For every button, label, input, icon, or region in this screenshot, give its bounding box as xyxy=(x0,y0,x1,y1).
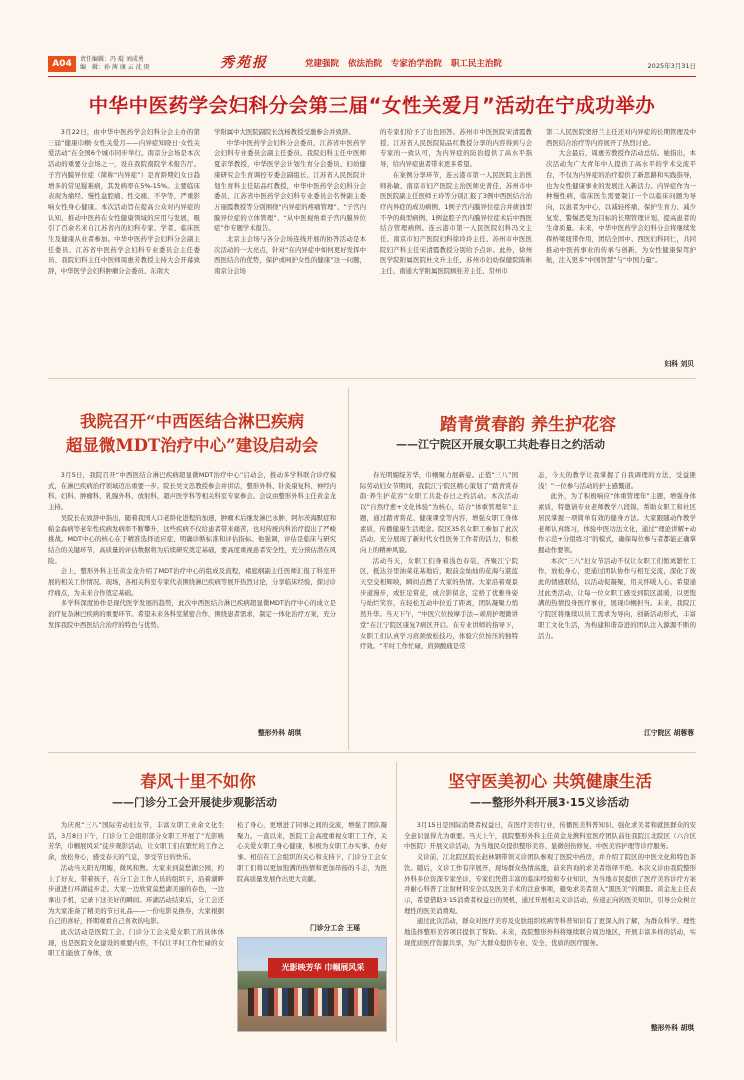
newspaper-logo: 秀苑报 xyxy=(220,55,268,71)
paragraph: 的专家们给予了出色回答。苏州市中医医院宋清霞教授、江苏省人民医院陆品红教授分享的内容得到与会专家的一致认可，为内异症的防治提供了高水平指导，给内异症患者带来更多希望。 xyxy=(380,128,532,169)
event-photo xyxy=(237,937,387,1032)
article-body xyxy=(404,820,696,1016)
photo-group xyxy=(248,988,378,1016)
article-title: 坚守医美初心 共筑健康生活 xyxy=(448,772,652,791)
lead-column-1 xyxy=(48,127,200,350)
paragraph: 3月15日是国际消费者权益日，在医疗美容行业，传播医美科普知识、强化求美者和就医群众的安全意识显得尤为重要。当天上午，我院整形外科主任黄金龙携科室医疗团队前往我院江北院区（六合区中医院）开展义诊活动，为当地民众提供整形美容、显微创伤修复、中医美容护理等诊疗服务。 xyxy=(404,821,696,851)
paragraph: 多学科深度协作是现代医学发展的趋势，此次中西医结合淋巴疾病超显微MDT治疗中心的成立是治疗复杂淋巴疾病的重要环节。希望未来各科室紧密合作，围绕患者需求，制定一体化治疗方案，充分发挥我院中西医结合治疗的特色与优势。 xyxy=(48,599,336,629)
paragraph: 态，今天的教学让我掌握了自我调理的方法，受益匪浅！”一位参与活动的护士感慨道。 xyxy=(538,471,696,490)
editor-credits xyxy=(80,56,190,72)
paragraph: 春光明媚绽芳华，巾帼聚力展新姿。正值“三八”国际劳动妇女节期间，我院江宁院区精心策划了“踏青赏春韵·养生护花容”女职工共赴春日之约活动。本次活动以“自然疗愈+文化体验”为核心，结合“体重管理年”主题，通过踏青赏花、健康课堂等内容，增强女职工身体素质，传播健康生活理念。院区35名女职工参加了此次活动，充分展现了新时代女性医务工作者的活力，积极向上的精神风貌。 xyxy=(360,471,518,554)
article-column-1 xyxy=(48,820,224,1038)
article-signature: 门诊分工会 王瑶 xyxy=(310,924,360,932)
section-divider xyxy=(48,752,696,753)
article-subtitle: ——江宁院区开展女职工共赴春日之约活动 xyxy=(396,438,605,451)
paragraph: 会上，整形外科主任黄金龙介绍了MDT治疗中心的组成及流程，褚庭纲副主任医师汇报了科室开展的相关工作情况。现场，各相关科室专家代表围绕淋巴疾病等展开热烈讨论，分享临床经验，探讨诊疗痛点，为未来合作奠定基础。 xyxy=(48,567,336,597)
paragraph: 此次活动是医院工会、门诊分工会关爱女职工的具体体现，也是医院文化建设的重要内容，不仅让平时工作忙碌的女职工们能放了身体，放 xyxy=(48,928,224,958)
article-body xyxy=(48,470,336,714)
paragraph: 活动当天，女职工们身着浅色春装，齐聚江宁院区，抵达谷里油菜花基地后，眼前金灿灿的花海与湛蓝天空交相辉映，瞬间点燃了大家的热情。大家沿着观景步道漫步，或驻足赏花，或合影留念，定格了优雅身姿与灿烂笑容，在轻松互动中拉近了距离，团队凝聚力悄然升华。当天下午，“中医穴位按摩手法—顽肩护理微讲堂”在江宁院区康复7病区开启。在专业讲师的指导下，女职工们认真学习肩颈放松技巧，体验穴位按压的独特疗效。“平时工作忙碌，肩颈酸痛是常 xyxy=(360,556,518,651)
paragraph: 吴院长在致辞中指出，随着我国人口老龄化进程的加速，肿瘤术后继发淋巴水肿、阿尔茨海默症和帕金森病等老年性疾病发病率不断攀升，这些疾病不仅给患者带来痛苦，也对传统内科治疗提出了严峻挑战。MDT中心的核心在于精准选择适应症、明确诊断标准和评估指标。他强调，评估是临床与研究结合的关键环节，高质量的评估数据将为后续研究奠定基础，要高度重视患者安全性，充分预估潜在风险。 xyxy=(48,513,336,565)
article-title-line: 超显微MDT治疗中心”建设启动会 xyxy=(65,436,319,455)
masthead-divider xyxy=(48,76,696,77)
lead-signature: 妇科 刘贝 xyxy=(664,360,694,368)
paragraph: 为庆祝“三八”国际劳动妇女节，丰富女职工业余文化生活，3月8日下午，门诊分工会组织部分女职工开展了“光影映芳华，巾帼展风采”徒步观影活动，让女职工们在繁忙的工作之余，放松身心，感受春天的气息，享受节日的快乐。 xyxy=(48,821,224,862)
article-subtitle: ——门诊分工会开展徒步观影活动 xyxy=(112,796,277,809)
article-signature: 整形外科 胡琪 xyxy=(650,1024,694,1032)
article-subtitle: ——整形外科开展3·15义诊活动 xyxy=(470,796,630,809)
article-title: 踏青赏春韵 养生护花容 xyxy=(440,415,616,435)
column-divider xyxy=(396,762,397,1042)
article-column-2 xyxy=(538,470,696,720)
paragraph: 此外，为了积极响应“体重管理年”主题，增强身体素质，特邀请专业老师教学八段锦，帮助女职工和社区居民掌握一项简单有效的健身方法。大家跟随动作教学老师认真练习，体验中医功法文化，通过“理论讲解+动作示范+分组练习”的模式，确保每位参与者都能正确掌握动作要领。 xyxy=(538,492,696,554)
paragraph: 中华中医药学会妇科分会委员、江苏省中医药学会妇科专业委员会副主任委员、我院妇科主任中医师夏亲华教授，中华医学会计划生育分会委员、妇幼健康研究会生育调控专委会副组长、江苏省人民医院计划生育科主任陆品红教授，中华中医药学会妇科分会委员、江苏省中医药学会妇科专业委员会名誉副主委万丽霞教授等分别围绕“内异症的疼痛管理”、“子宫内膜异位症的立体管理”、“从中医视角看子宫内膜异位症”作专题学术报告。 xyxy=(214,138,366,233)
paragraph: 通过此次活动，群众对医疗美容及皮肤组织疾病等科普知识有了更深入的了解，为群众科学、理性地选择整形美容项目提供了帮助。未来，我院整形外科将继续联合周边地区，开展丰富多样的活动，实现优质医疗资源共享，为广大群众提供专业、安全、优质的医疗服务。 xyxy=(404,917,696,947)
article-signature: 江宁院区 胡蓉蓉 xyxy=(644,729,694,737)
masthead-slogans: 党建强院 依法治院 专家治学治院 职工民主治院 xyxy=(305,59,502,69)
column-divider xyxy=(348,388,349,750)
editor-line: 责任编辑：冯 琨 刘成勇 xyxy=(80,56,144,63)
paragraph: 3月5日，我院召开“中西医结合淋巴疾病超显微MDT治疗中心”启动会，推动多学科联合诊疗模式，在淋巴疾病治疗领域迈出重要一步。院长吴文忠教授参会并讲话，整形外科、针灸康复科、神经内科、妇科、肿瘤科、乳腺外科、放射科、超声医学科等相关科室专家参会。会议由整形外科主任黄金龙主持。 xyxy=(48,471,336,512)
paragraph: 本次“三八”妇女节活动不仅让女职工们暂离繁忙工作，放松身心，更通过团队协作与相互交流，深化了彼此的情感联结，以活动促凝聚，用关怀暖人心。希望通过此类活动，让每一位女职工感受到院区温暖，以更饱满的热情投身医疗事业，展现巾帼担当。未来，我院江宁院区将继续以员工需求为导向，创新活动形式，丰富职工文化生活，为构建和谐奋进的团队注入源源不断的活力。 xyxy=(538,556,696,640)
paragraph: 活动当天阳光明媚，微风和煦。大家来到莫愁湖公园，约上了好友，带着孩子，在分工会工作人员的组织下，沿着湖畔步道进行环湖徒步走。大家一边欣赏莫愁湖美丽的春色，一边拿出手机，记录下这美好的瞬间。环湖活动结束后，分工会还为大家准备了精美的节日礼品——一份电影兑换券，大家根据自己的喜好，择期观看自己喜欢的电影。 xyxy=(48,863,224,926)
paragraph: 第二人民医院窦舒兰主任还对内异症的长期管理及中西医结合治疗等内容展开了热烈讨论。 xyxy=(546,128,696,147)
paragraph: 北京主会场与各分会场连线开展的协答活动是本次活动的一大亮点，针对“在内异症中如何更好发挥中西医结合的优势，保护或呵护女性的健康”这一问题，南京分会场 xyxy=(214,235,366,276)
paragraph: 松了身心，更增进了同事之间的交流，增强了团队凝聚力。一直以来，医院工会高度重视女职工工作，关心关爱女职工身心健康，积极为女职工办实事、办好事。相信在工会组织的关心和支持下，门诊分工会女职工们将以更加饱满的热情和更加昂扬的斗志，为医院高质量发展作出更大贡献。 xyxy=(237,821,387,883)
article-title-line: 我院召开“中西医结合淋巴疾病 xyxy=(80,412,304,431)
paragraph: 大会最后，周惠芳教授作活动总结。她指出，本次活动为广大青年中人提供了高水平的学术交流平台，不仅为内异症的治疗提供了新思路和实践指导，也为女性健康事业的发展注入新活力。内异症作为一种慢性病，临床医生需要制订一个以临床问题为导向，以患者为中心，以减轻疼痛、保护生育力、减少复发、警惕恶变为目标的长期管理计划，提高患者的生命质量。未来，中华中医药学会妇科分会将继续发挥桥梁纽带作用，团结全国中、西医妇科同仁，共同推动中医药事业的传承与创新，为女性健康保驾护航，注入更多“中国智慧”与“中国力量”。 xyxy=(546,149,696,265)
paragraph: 学附属中大医院副院长沈杨教授受邀参会并致辞。 xyxy=(214,128,355,136)
article-title: 春风十里不如你 xyxy=(140,772,256,791)
lead-column-3 xyxy=(380,127,532,350)
section-divider xyxy=(48,378,696,379)
lead-headline: 中华中医药学会妇科分会第三届“女性关爱月”活动在宁成功举办 xyxy=(88,94,656,117)
issue-date: 2025年3月31日 xyxy=(647,62,696,70)
article-column-1 xyxy=(360,470,518,720)
paragraph: 3月22日，由中华中医药学会妇科分会主办的第三届“健康巾帼·女性关爱月——内异症知晓日·女性关爱活动”在全国6个城市同步举行。南京分会场是本次活动的重要分会场之一，设在我院南院学术报告厅。子宫内膜异位症（简称“内异症”）是育龄期妇女日趋增多的常见疑难病，其发病率在5%-15%。主要临床表现为痛经、慢性盆腔痛、性交痛、不孕等，严重影响女性身心健康。本次活动旨在提高公众对内异症的认知，推动中医药在女性健康领域的应用与发展，吸引了百余名来自江苏省内的妇科专家、学者、临床医生及健康从业者参加。中华中医药学会妇科分会副主任委员、江苏省中医药学会妇科专业委员会主任委员、我院妇科主任中医师周惠芳教授主持大会开幕致辞，中华医学会妇科肿瘤分会委员、东南大 xyxy=(48,128,200,276)
page-number: A04 xyxy=(48,56,76,72)
paragraph: 义诊前，江北院区院长赵林钢带领义诊团队参观了医院中药房，并介绍了院区的中医文化和特色茶饮。随后，义诊工作有序展开，现场群众热情高涨，前来咨询的求美者络绎不绝。本次义诊由我院整形外科多位资深专家坐诊，专家们凭借丰富的临床经验和专业知识，为当地市民提供了医疗美容诊疗方案并耐心科普了注射材料安全以及医美手术的注意事项，避免求美者误入“黑医美”的圈套。黄金龙主任表示，希望借助3·15消费者权益日的契机，通过开展相关义诊活动，传递正向的医美知识，引导公众树立理性的医美消费观。 xyxy=(404,853,696,915)
editor-line: 编 辑：孙 茜 康 云 沈 庚 xyxy=(80,64,150,71)
article-signature: 整形外科 胡琪 xyxy=(258,729,302,737)
photo-banner: 光影映芳华 巾帼展风采 xyxy=(268,958,378,978)
lead-column-2 xyxy=(214,127,366,350)
lead-column-4 xyxy=(546,127,696,350)
paragraph: 在案例分享环节，连云港市第一人民医院主治医师孙敏、南京市妇产医院主治医师史菁佳、苏州市中医医院副主任医师王玲等分别汇报了3例中西医结合治疗内异症的成功病例、1例子宫内膜异位症合并痰浊型不孕的典型病例、1例盆腔子宫内膜异位症术后中西医结合管理病例。连云港市第一人民医院妇科冯文主任、南京市妇产医院妇科徐玲玲主任、苏州市中医医院妇产科主任宋清霞教授分别给予点评。此外，徐州医学院附属医院杜文升主任、苏州市妇幼保健院陈彬主任、南通大学附属医院顾桂芳主任、常州市 xyxy=(380,170,532,276)
article-column-2 xyxy=(237,820,387,918)
